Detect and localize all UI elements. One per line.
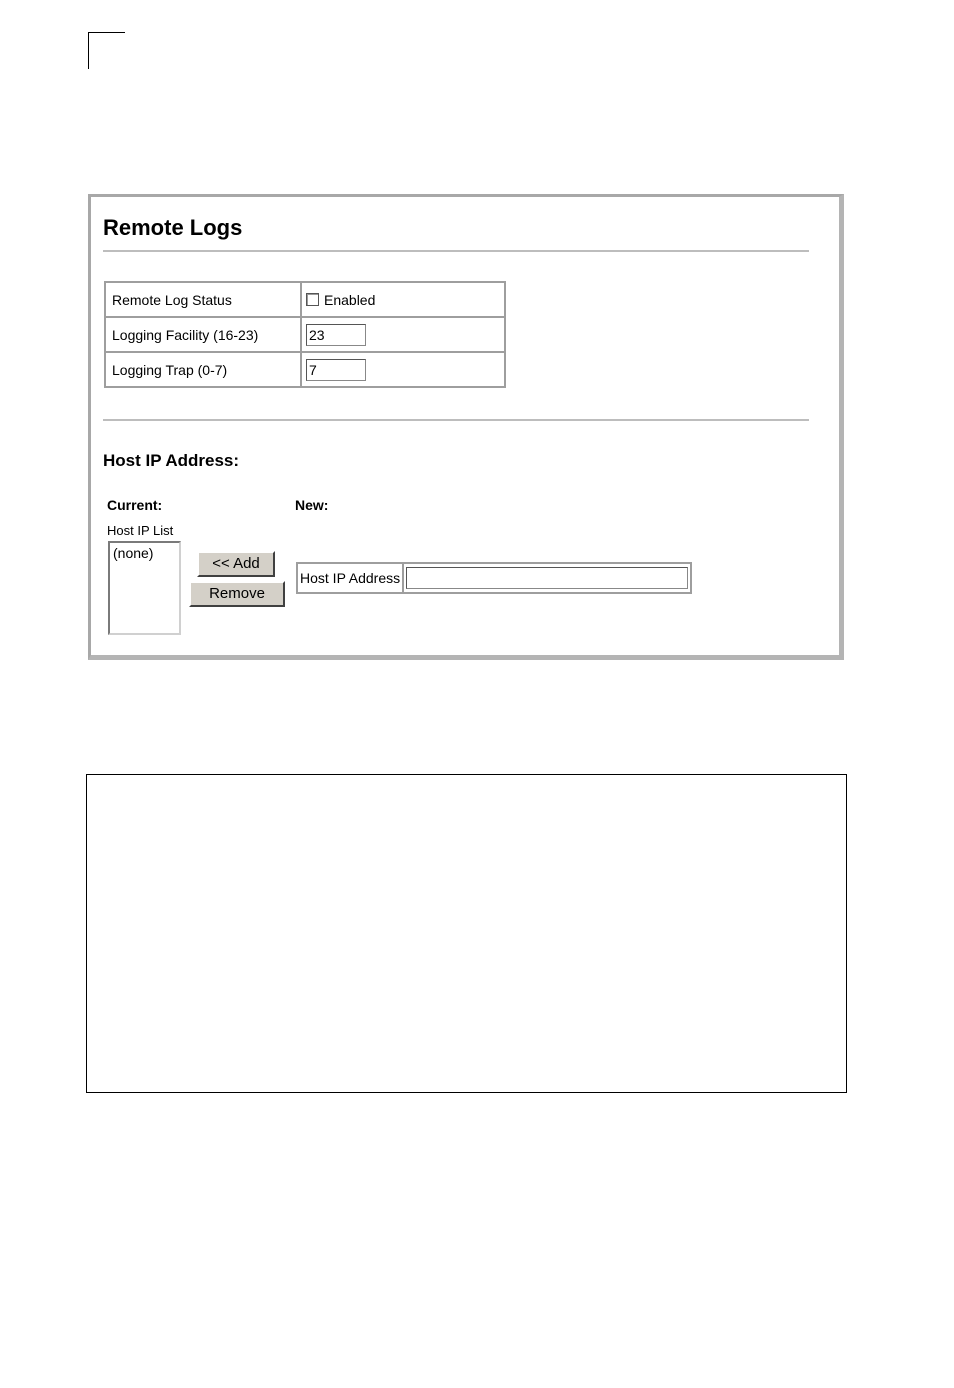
empty-frame: [86, 774, 847, 1093]
corner-mark-horizontal: [88, 32, 125, 33]
host-ip-list-label: Host IP List: [107, 523, 174, 538]
table-row-new-host-ip: [297, 563, 691, 593]
enabled-checkbox[interactable]: [306, 293, 319, 306]
logging-facility-input[interactable]: 23: [306, 324, 366, 346]
table-row-logging-facility: [105, 317, 505, 352]
logging-trap-label: Logging Trap (0-7): [105, 352, 301, 387]
remove-button[interactable]: Remove: [189, 581, 285, 607]
remote-logs-panel: [88, 194, 844, 660]
host-ip-listbox[interactable]: [108, 541, 181, 635]
host-ip-heading: Host IP Address:: [103, 451, 240, 470]
page-title: Remote Logs: [103, 215, 243, 240]
enabled-checkbox-label: Enabled: [324, 291, 376, 308]
remote-log-status-label: Remote Log Status: [105, 282, 301, 317]
table-row-remote-log-status: [105, 282, 505, 317]
current-label: Current:: [107, 497, 163, 513]
new-host-ip-cell: [403, 563, 691, 593]
corner-mark-vertical: [88, 32, 89, 69]
logging-trap-cell: [301, 352, 505, 387]
add-button[interactable]: << Add: [197, 551, 275, 577]
logging-facility-cell: [301, 317, 505, 352]
title-divider: [103, 250, 809, 252]
settings-table: [104, 281, 506, 388]
table-row-logging-trap: [105, 352, 505, 387]
new-host-ip-table: [296, 562, 692, 594]
list-item[interactable]: (none): [113, 545, 154, 561]
logging-facility-label: Logging Facility (16-23): [105, 317, 301, 352]
logging-trap-input[interactable]: 7: [306, 359, 366, 381]
new-label: New:: [295, 497, 329, 513]
new-host-ip-label: Host IP Address: [297, 563, 403, 593]
remote-log-status-cell: [301, 282, 505, 317]
section-divider: [103, 419, 809, 421]
host-ip-address-input[interactable]: [406, 567, 688, 589]
